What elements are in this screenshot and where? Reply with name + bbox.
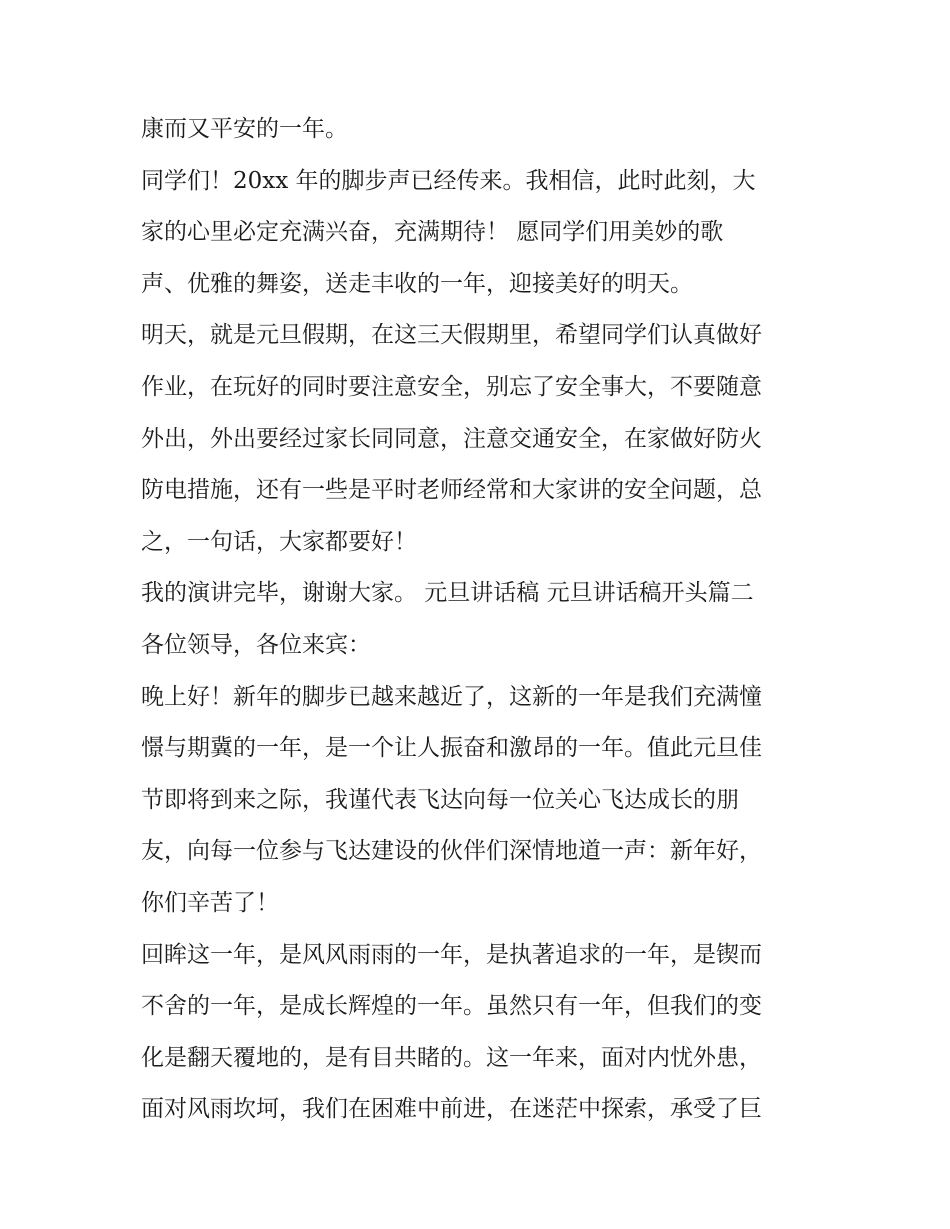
text-line: 友，向每一位参与飞达建设的伙伴们深情地道一声：新年好， [141, 838, 762, 865]
text-line: 不舍的一年，是成长辉煌的一年。虽然只有一年，但我们的变 [141, 993, 762, 1020]
text-line: 之，一句话，大家都要好！ [141, 528, 417, 555]
text-line: 同学们！20xx 年的脚步声已经传来。我相信，此时此刻，大 [141, 167, 756, 194]
text-line: 晚上好！新年的脚步已越来越近了，这新的一年是我们充满憧 [141, 683, 762, 710]
text-line: 防电措施，还有一些是平时老师经常和大家讲的安全问题，总 [141, 477, 762, 504]
text-line: 各位领导，各位来宾： [141, 631, 371, 658]
text-line: 面对风雨坎坷，我们在困难中前进，在迷茫中探索，承受了巨 [141, 1096, 762, 1123]
text-line: 回眸这一年，是风风雨雨的一年，是执著追求的一年，是锲而 [141, 941, 762, 968]
text-line: 我的演讲完毕，谢谢大家。 元旦讲话稿 元旦讲话稿开头篇二 [141, 580, 754, 607]
text-line: 作业，在玩好的同时要注意安全，别忘了安全事大，不要随意 [141, 373, 762, 400]
text-line: 你们辛苦了！ [141, 889, 279, 916]
text-line: 外出，外出要经过家长同同意，注意交通安全，在家做好防火 [141, 425, 762, 452]
text-line: 康而又平安的一年。 [141, 116, 348, 142]
text-line: 化是翻天覆地的，是有目共睹的。这一年来，面对内忧外患， [141, 1044, 762, 1071]
text-line: 节即将到来之际，我谨代表飞达向每一位关心飞达成长的朋 [141, 786, 739, 813]
text-line: 声、优雅的舞姿，送走丰收的一年，迎接美好的明天。 [141, 270, 693, 297]
text-line: 家的心里必定充满兴奋，充满期待！ 愿同学们用美妙的歌 [141, 219, 724, 246]
text-line: 明天，就是元旦假期，在这三天假期里，希望同学们认真做好 [141, 322, 762, 349]
text-line: 憬与期冀的一年，是一个让人振奋和激昂的一年。值此元旦佳 [141, 735, 762, 762]
document-body [141, 104, 821, 1136]
